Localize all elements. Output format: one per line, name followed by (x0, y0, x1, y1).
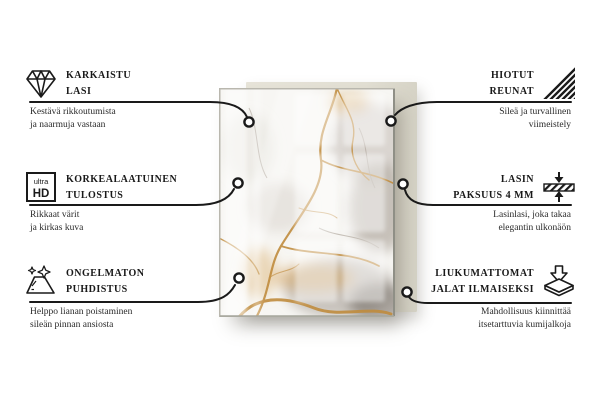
sparkle-clean-icon (24, 264, 58, 298)
svg-text:HD: HD (32, 188, 50, 200)
ultra-hd-icon (24, 170, 58, 204)
feature-title: KORKEALAATUINEN TULOSTUS (66, 174, 178, 201)
feature-easy-cleaning (24, 264, 145, 298)
feature-description: Kestävä rikkoutumista ja naarmuja vastaan (30, 107, 116, 130)
polished-edge-icon (542, 66, 576, 100)
feature-title: LASIN PAKSUUS 4 MM (453, 174, 534, 201)
feature-description: Rikkaat värit ja kirkas kuva (30, 210, 84, 233)
marble-texture (219, 88, 395, 317)
feature-antislip-feet (431, 264, 576, 298)
feature-title: ONGELMATON PUHDISTUS (66, 268, 145, 295)
adhesive-feet-icon (542, 264, 576, 298)
feature-polished-edges (490, 66, 576, 100)
feature-description: Lasinlasi, joka takaa elegantin ulkonäön (493, 210, 571, 233)
diamond-icon (24, 66, 58, 100)
svg-text:ultra: ultra (33, 177, 49, 186)
feature-high-quality-print (24, 170, 177, 204)
feature-title: HIOTUT REUNAT (489, 70, 534, 97)
feature-description: Sileä ja turvallinen viimeistely (499, 107, 571, 130)
feature-glass-thickness (453, 170, 576, 204)
feature-description: Mahdollisuus kiinnittää itsetarttuvia kumijalkoja (478, 307, 571, 330)
feature-title: KARKAISTU LASI (66, 70, 132, 97)
marble-glass-board (219, 88, 395, 317)
feature-tempered-glass (24, 66, 131, 100)
feature-title: LIUKUMATTOMAT JALAT ILMAISEKSI (431, 268, 534, 295)
feature-description: Helppo lianan poistaminen sileän pinnan ansiosta (30, 307, 133, 330)
glass-thickness-icon (542, 170, 576, 204)
